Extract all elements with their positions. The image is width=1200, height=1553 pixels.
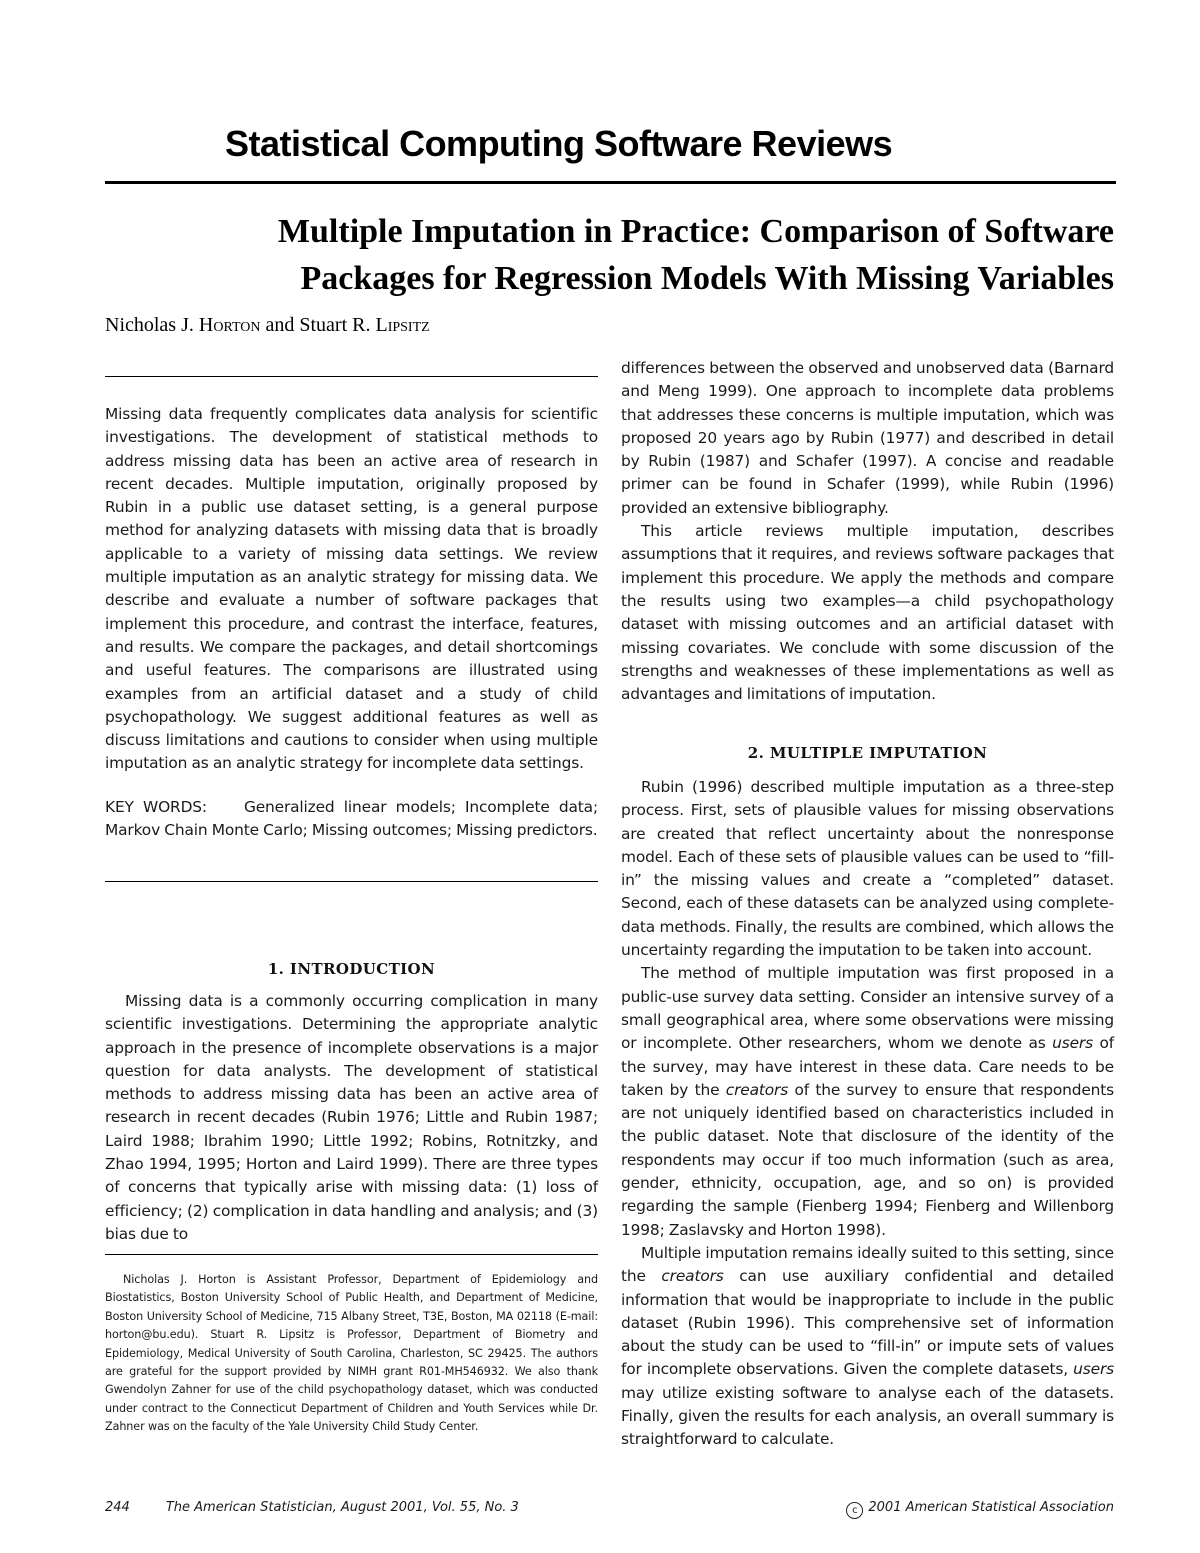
article-title-line-2: Packages for Regression Models With Missing Variables: [300, 260, 1114, 297]
p4-creators: creators: [725, 1080, 789, 1099]
journal-citation: The American Statistician, August 2001, Vol. 55, No. 3: [165, 1500, 519, 1515]
p4-text-a: The method of multiple imputation was first proposed in a public-use survey data setting. Consider an intensive survey of a small geographical area, where some observations were missing or incomplete. Other researchers, whom we denote as: [621, 964, 1114, 1053]
p4-users: users: [1052, 1034, 1093, 1053]
author-2-last: Lipsitz: [375, 314, 430, 336]
keywords-label: KEY WORDS:: [105, 798, 207, 816]
right-column-bottom: [621, 776, 1114, 1452]
right-column-top: [621, 357, 1114, 706]
article-title-line-1: Multiple Imputation in Practice: Comparison of Software: [277, 213, 1114, 250]
page-footer-left: [105, 1500, 519, 1515]
keywords: [105, 796, 598, 843]
p5-creators: creators: [661, 1267, 724, 1286]
right-paragraph-5: [621, 1242, 1114, 1452]
p5-users: users: [1073, 1360, 1114, 1379]
copyright-text: 2001 American Statistical Association: [868, 1500, 1114, 1515]
right-paragraph-3: Rubin (1996) described multiple imputation as a three-step process. First, sets of plausible values for missing observations are created that reflect uncertainty about the nonresponse model. Each of these sets of plausible values can be used to “fill-in” the missing values and create a “completed” dataset. Second, each of these datasets can be analyzed using complete-data methods. Finally, the results are combined, which allows the uncertainty regarding the imputation to be taken into account.: [621, 778, 1114, 960]
abstract-bottom-rule: [105, 881, 598, 882]
author-line: [105, 314, 430, 337]
intro-paragraph: Missing data is a commonly occurring complication in many scientific investigations. Determining the appropriate analytic approach in the presence of incomplete observations is a major question for data analysts. The development of statistical methods to address missing data has been an active area of research in recent decades (Rubin 1976; Little and Rubin 1987; Laird 1988; Ibrahim 1990; Little 1992; Robins, Rotnitzky, and Zhao 1994, 1995; Horton and Laird 1999). There are three types of concerns that typically arise with missing data: (1) loss of efficiency; (2) complication in data handling and analysis; and (3) bias due to: [105, 992, 598, 1243]
abstract-top-rule: [105, 376, 598, 377]
section-title: Statistical Computing Software Reviews: [225, 123, 893, 164]
p4-text-b: of the survey, may have interest in these data. Care needs to be taken by the: [621, 1034, 1114, 1099]
intro-heading: 1. INTRODUCTION: [267, 960, 436, 978]
header-rule: [105, 181, 1116, 184]
author-and: and: [260, 314, 300, 336]
intro-body: [105, 990, 598, 1246]
right-paragraph-4: [621, 962, 1114, 1242]
page-footer-right: [846, 1500, 1114, 1519]
page-number: 244: [105, 1500, 130, 1515]
author-1-last: Horton: [198, 314, 261, 336]
author-1-first: Nicholas J.: [105, 314, 199, 336]
multiple-imputation-heading: 2. MULTIPLE IMPUTATION: [747, 744, 988, 762]
article-title: [154, 208, 1114, 302]
p4-text-c: of the survey to ensure that respondents are not uniquely identified based on characteristics included in the public dataset. Note that disclosure of the identity of the respondents may occur if too much information (such as area, gender, ethnicity, occupation, age, and so on) is provided regarding the sample (Fienberg 1994; Fienberg and Willenborg 1998; Zaslavsky and Horton 1998).: [621, 1080, 1114, 1239]
abstract-text: Missing data frequently complicates data analysis for scientific investigations. The development of statistical methods to address missing data has been an active area of research in recent decades. Multiple imputation, originally proposed by Rubin in a public use dataset setting, is a general purpose method for analyzing datasets with missing data that is broadly applicable to a variety of missing data settings. We review multiple imputation as an analytic strategy for missing data. We describe and evaluate a number of software packages that implement this procedure, and contrast the interface, features, and results. We compare the packages, and detail shortcomings and useful features. The comparisons are illustrated using examples from an artificial dataset and a study of child psychopathology. We suggest additional features as well as discuss limitations and cautions to consider when using multiple imputation as an analytic strategy for incomplete data settings.: [105, 405, 598, 773]
p5-text-c: may utilize existing software to analyse each of the datasets. Finally, given the results for each analysis, an overall summary is straightforward to calculate.: [621, 1383, 1114, 1449]
abstract: [105, 403, 598, 776]
copyright-icon: c: [846, 1502, 863, 1519]
author-2-first: Stuart R.: [299, 314, 376, 336]
keywords-text: Generalized linear models; Incomplete data; Markov Chain Monte Carlo; Missing outcomes; Missing predictors.: [105, 798, 598, 840]
footnote-rule: [105, 1254, 598, 1255]
right-paragraph-1: differences between the observed and unobserved data (Barnard and Meng 1999). One approach to incomplete data problems that addresses these concerns is multiple imputation, which was proposed 20 years ago by Rubin (1977) and described in detail by Rubin (1987) and Schafer (1997). A concise and readable primer can be found in Schafer (1999), while Rubin (1996) provided an extensive bibliography.: [621, 359, 1114, 517]
right-paragraph-2: This article reviews multiple imputation, describes assumptions that it requires, and reviews software packages that implement this procedure. We apply the methods and compare the results using two examples—a child psychopathology dataset with missing outcomes and an artificial dataset with missing covariates. We conclude with some discussion of the strengths and weaknesses of these implementations as well as advantages and limitations of imputation.: [621, 522, 1114, 704]
footnote-text: Nicholas J. Horton is Assistant Professor, Department of Epidemiology and Biostatistics, Boston University School of Public Health, and Department of Medicine, Boston University School of Medicine, 715 Albany Street, T3E, Boston, MA 02118 (E-mail: horton@bu.edu). Stuart R. Lipsitz is Professor, Department of Biometry and Epidemiology, Medical University of South Carolina, Charleston, SC 29425. The authors are grateful for the support provided by NIMH grant R01-MH546932. We also thank Gwendolyn Zahner for use of the child psychopathology dataset, which was conducted under contract to the Connecticut Department of Children and Youth Services while Dr. Zahner was on the faculty of the Yale University Child Study Center.: [105, 1273, 598, 1434]
p5-text-a: Multiple imputation remains ideally suited to this setting, since the: [621, 1243, 1114, 1286]
author-footnote: [105, 1271, 598, 1437]
p5-text-b: can use auxiliary confidential and detailed information that would be inappropriate to include in the public dataset (Rubin 1996). This comprehensive set of information about the study can be used to “fill-in” or impute sets of values for incomplete observations. Given the complete datasets,: [621, 1267, 1114, 1379]
